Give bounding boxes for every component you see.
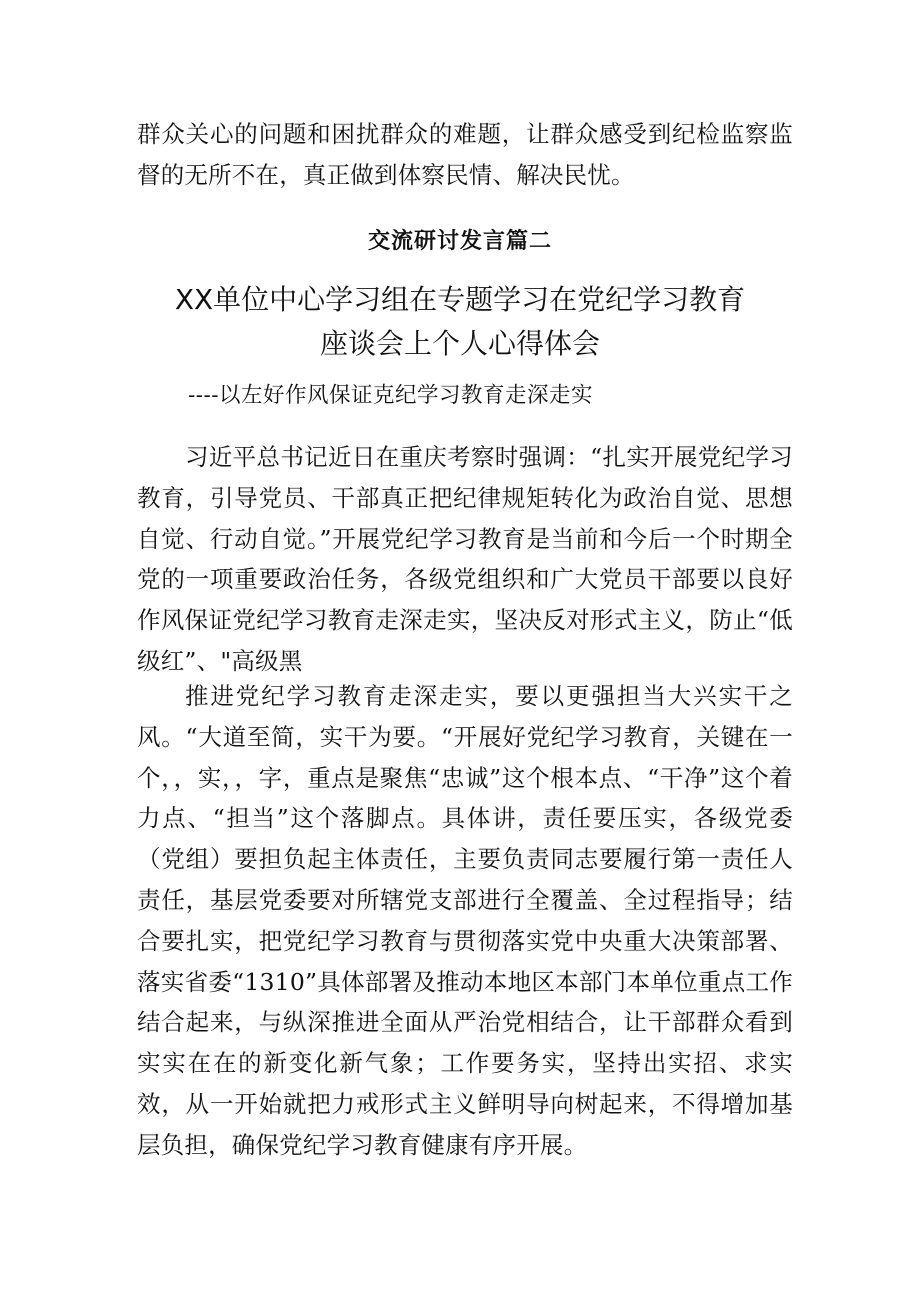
title-line-1: XX单位中心学习组在专题学习在党纪学习教育 bbox=[174, 283, 746, 316]
title-line-2: 座谈会上个人心得体会 bbox=[319, 327, 600, 360]
body-paragraph-1: 习近平总书记近日在重庆考察时强调：“扎实开展党纪学习教育，引导党员、干部真正把纪律规矩转化为政治自觉、思想自觉、行动自觉。”开展党纪学习教育是当前和今后一个时期全党的一项重要政治任务，各级党组织和广大党员干部要以良好作风保证党纪学习教育走深走实，坚决反对形式主义，防止“低级红”、"高级黑 bbox=[137, 443, 793, 675]
intro-paragraph: 群众关心的问题和困扰群众的难题，让群众感受到纪检监察监督的无所不在，真正做到体察民情、解决民忧。 bbox=[137, 120, 793, 189]
body-paragraph-2: 推进党纪学习教育走深走实，要以更强担当大兴实干之风。“大道至简，实干为要。“开展好党纪学习教育，关键在一个，，实，，字，重点是聚焦“忠诚”这个根本点、“干净”这个着力点、“担当”这个落脚点。具体讲，责任要压实，各级党委（党组）要担负起主体责任，主要负责同志要履行第一责任人责任，基层党委要对所辖党支部进行全覆盖、全过程指导；结合要扎实，把党纪学习教育与贯彻落实党中央重大决策部署、落实省委“1310”具体部署及推动本地区本部门本单位重点工作结合起来，与纵深推进全面从严治党相结合，让干部群众看到实实在在的新变化新气象；工作要务实，坚持出实招、求实效，从一开始就把力戒形式主义鲜明导向树起来，不得增加基层负担，确保党纪学习教育健康有序开展。 bbox=[137, 682, 793, 1159]
document-subtitle: ----以左好作风保证克纪学习教育走深走实 bbox=[188, 383, 594, 408]
document-title bbox=[0, 278, 920, 366]
section-heading: 交流研讨发言篇二 bbox=[367, 228, 552, 254]
